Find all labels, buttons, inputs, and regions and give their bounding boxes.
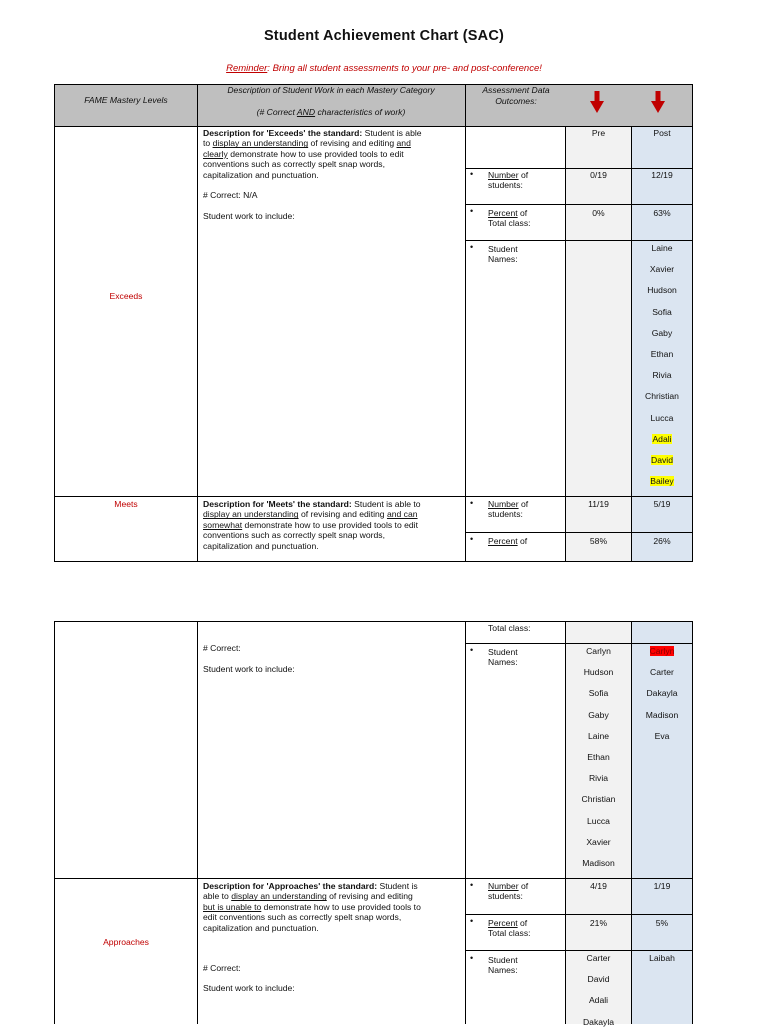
level-exceeds: Exceeds [109, 291, 143, 301]
approaches-names-pre-list [566, 948, 631, 1033]
exceeds-work-label: Student work to include: [203, 211, 295, 221]
meets-number-pre: 11/19 [588, 499, 609, 509]
list-item: Ethan [650, 349, 674, 360]
level-meets: Meets [114, 499, 138, 509]
meets-names-pre-list [566, 641, 631, 874]
list-item: Laibah [649, 953, 675, 963]
exceeds-percent-label: Percent of Total class: [488, 208, 531, 229]
approaches-percent-label: Percent of Total class: [488, 918, 531, 939]
list-item: Gaby [651, 327, 673, 338]
list-item: Gaby [588, 709, 609, 720]
approaches-number-pre: 4/19 [590, 881, 607, 891]
list-item: Bailey [650, 476, 674, 487]
list-item: Dakayla [582, 1016, 615, 1027]
list-item: Madison [645, 709, 679, 720]
meets-names-post-list [632, 641, 692, 747]
col-post-label: Post [653, 128, 671, 138]
exceeds-description: Description for 'Exceeds' the standard: Student is able to display an understanding of revising and editing and clearly demonstrate how to use provided tools to edit conventions such as correctly spelt snap words, capitalization and punctuation. [203, 128, 422, 180]
list-item: Lucca [587, 815, 610, 826]
list-item: Rivia [588, 773, 609, 784]
list-item: Carlyn [649, 646, 675, 656]
list-item: Hudson [583, 667, 614, 678]
exceeds-percent-post: 63% [653, 208, 671, 218]
exceeds-names-label: Student Names: [488, 244, 518, 265]
level-approaches: Approaches [103, 937, 149, 947]
header-mastery-levels: FAME Mastery Levels [84, 95, 168, 105]
list-item: Eva [654, 730, 670, 741]
list-item: Christian [581, 794, 616, 805]
header-assessment-outcomes: Assessment Data Outcomes: [482, 85, 550, 106]
approaches-work-label: Student work to include: [203, 983, 295, 993]
meets-percent-post: 26% [653, 536, 671, 546]
approaches-names-post-list [632, 948, 692, 969]
list-item: Carter [650, 667, 674, 678]
exceeds-correct: # Correct: N/A [203, 190, 258, 200]
list-item: Xavier [649, 264, 675, 275]
list-item: Adali [652, 433, 672, 444]
header-description-line1: Description of Student Work in each Mastery Category [227, 85, 435, 95]
approaches-percent-post: 5% [655, 918, 669, 928]
header-description-line2: (# Correct AND characteristics of work) [256, 107, 406, 117]
meets-total-class-label: Total class: [488, 623, 531, 633]
meets-work-label: Student work to include: [203, 664, 295, 674]
exceeds-number-pre: 0/19 [590, 170, 607, 180]
approaches-names-label: Student Names: [488, 955, 518, 976]
arrow-down-icon [651, 90, 665, 114]
exceeds-names-post-list [632, 238, 692, 492]
exceeds-number-post: 12/19 [651, 170, 673, 180]
approaches-number-post: 1/19 [653, 881, 671, 891]
meets-correct: # Correct: [203, 643, 241, 653]
list-item: Hudson [647, 285, 677, 296]
list-item: Xavier [586, 836, 611, 847]
meets-number-label: Number of students: [488, 499, 529, 520]
list-item: Carlyn [586, 646, 611, 656]
reminder-text: : Bring all student assessments to your pre- and post-conference! [267, 63, 542, 74]
list-item: Lucca [650, 412, 674, 423]
approaches-description: Description for 'Approaches' the standard: Student is able to display an understanding of revising and editing but is unable to demonstrate how to use provided tools to edit conventions such as correctly spelt snap words, capitalization and punctuation. [203, 881, 421, 933]
approaches-correct: # Correct: [203, 963, 241, 973]
list-item: Christian [645, 391, 679, 402]
reminder-label: Reminder [226, 63, 268, 74]
reminder-note [0, 63, 768, 74]
list-item: Ethan [587, 752, 610, 763]
list-item: David [651, 455, 673, 466]
document-title: Student Achievement Chart (SAC) [263, 28, 505, 44]
list-item: Laine [651, 243, 673, 253]
list-item: Laine [587, 730, 610, 741]
col-pre-label: Pre [591, 128, 606, 138]
exceeds-number-label: Number of students: [488, 170, 529, 191]
list-item: Sofia [588, 688, 609, 699]
meets-description: Description for 'Meets' the standard: Student is able to display an understanding of revising and editing and can somewhat demonstrate how to use provided tools to edit conventions such as correctly spelt snap words, capitalization and punctuation. [203, 499, 421, 551]
approaches-number-label: Number of students: [488, 881, 529, 902]
meets-names-label: Student Names: [488, 647, 518, 668]
list-item: Carter [586, 953, 611, 963]
list-item: Adali [588, 995, 609, 1006]
arrow-down-icon [590, 90, 604, 114]
list-item: Sofia [652, 306, 672, 317]
list-item: Dakayla [646, 688, 678, 699]
list-item: Rivia [652, 370, 672, 381]
approaches-percent-pre: 21% [589, 918, 608, 928]
meets-number-post: 5/19 [653, 499, 671, 509]
list-item: David [587, 974, 610, 985]
list-item: Madison [582, 858, 615, 869]
exceeds-percent-pre: 0% [592, 208, 605, 218]
meets-percent-label: Percent of [488, 536, 528, 546]
meets-percent-pre: 58% [589, 536, 608, 546]
